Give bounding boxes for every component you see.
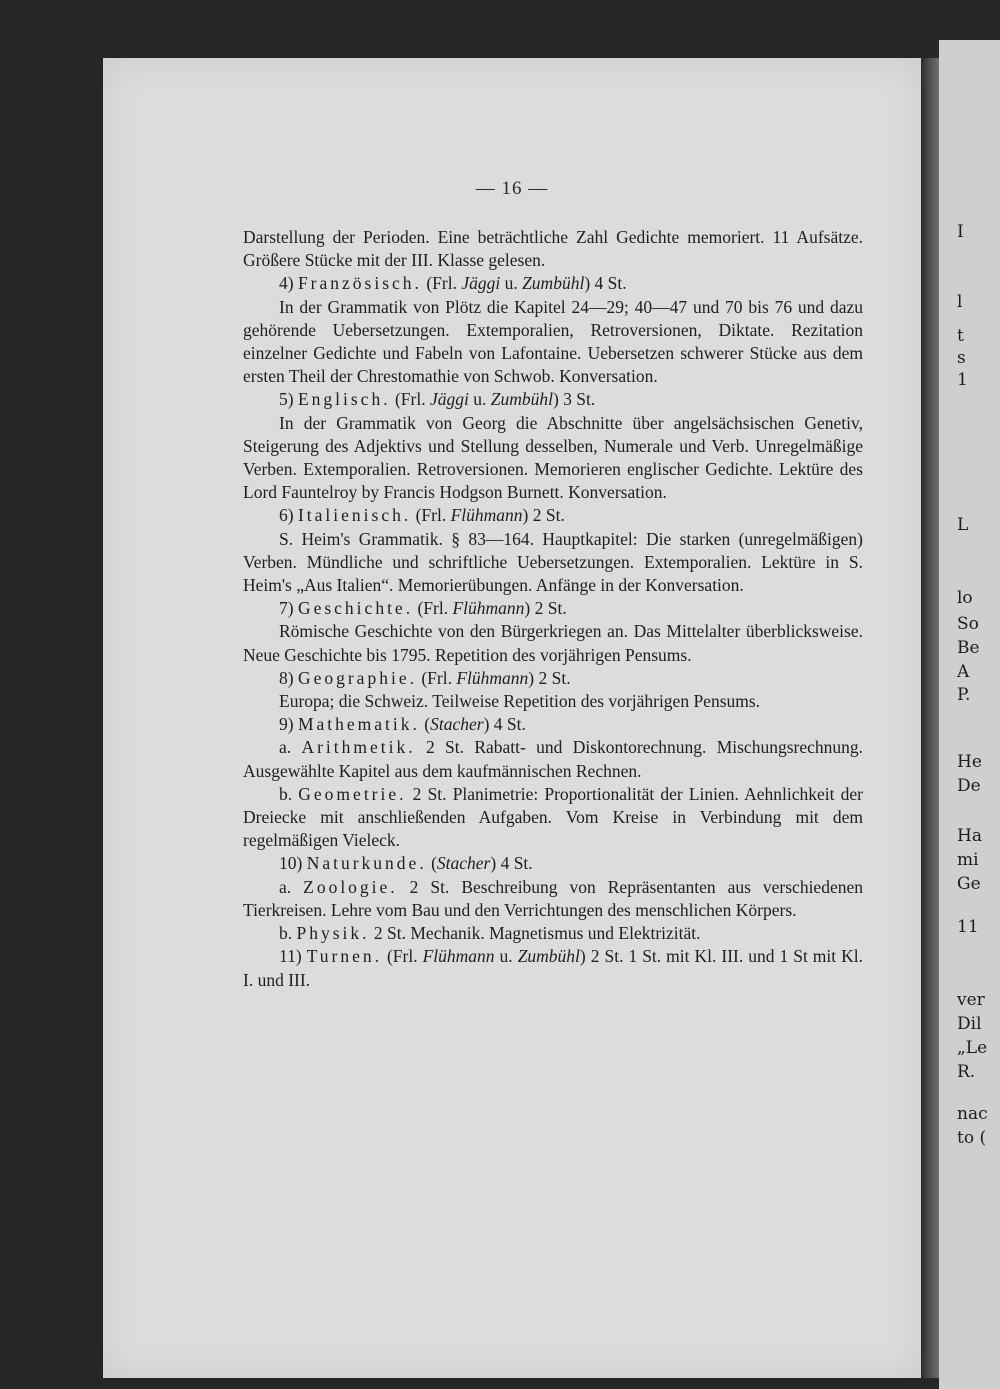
text-segment: In der Grammatik von Plötz die Kapitel 24—29; 40—47 und 70 bis 76 und dazu gehörende Uebersetzungen. Extemporalien, Retroversionen, Diktate. Rezitation einzelner Gedichte und Fabeln von Lafontaine. Uebersetzen schwerer Stücke aus dem ersten Theil der Chrestomathie von Schwob. Konversation. — [243, 296, 863, 387]
paragraph — [243, 713, 863, 736]
text-segment: 2 St. Rabatt- und Diskontorechnung. Mischungsrechnung. Ausgewählte Kapitel aus dem kaufmännischen Rechnen. — [243, 737, 863, 781]
adjacent-page-fragment: Be — [957, 638, 980, 658]
paragraph — [243, 945, 863, 991]
adjacent-page-fragment: 1 — [957, 370, 968, 390]
adjacent-page-fragment: mi — [957, 850, 979, 870]
paragraph — [243, 226, 863, 272]
paragraph — [243, 690, 863, 713]
text-segment: u. — [500, 273, 523, 294]
paragraph — [243, 667, 863, 690]
teacher-name: Stacher — [436, 853, 491, 874]
subject-heading: Geometrie. — [298, 783, 407, 804]
text-segment: ) 4 St. — [584, 273, 627, 294]
adjacent-page-fragment: A — [957, 662, 970, 682]
text-segment: ) 2 St. — [522, 505, 565, 526]
teacher-name: Stacher — [430, 714, 484, 735]
page-body — [243, 226, 863, 992]
adjacent-page-fragment: I — [957, 222, 964, 242]
text-segment: ) 2 St. — [528, 667, 571, 688]
paragraph — [243, 736, 863, 782]
adjacent-page-fragment: P. — [957, 685, 971, 705]
paragraph — [243, 412, 863, 505]
subject-heading: Mathematik. — [297, 714, 420, 735]
adjacent-page-fragment: Dil — [957, 1014, 982, 1034]
text-segment: ) 2 St. 1 St. mit Kl. III. und 1 St mit Kl. I. und III. — [243, 946, 864, 990]
teacher-name: Flühmann — [452, 598, 525, 619]
adjacent-page-fragment: De — [957, 776, 981, 796]
text-segment: ) 4 St. — [490, 853, 533, 874]
paragraph — [243, 783, 863, 853]
text-segment: (Frl. — [411, 505, 451, 526]
book-page — [103, 58, 921, 1378]
text-segment: ) 3 St. — [552, 389, 596, 410]
text-segment: b. — [279, 923, 297, 944]
paragraph — [243, 528, 863, 598]
text-segment: u. — [468, 389, 491, 410]
text-segment: In der Grammatik von Georg die Abschnitte über angelsächsischen Genetiv, Steigerung des Adjektivs und Stellung desselben, Numerale und Verb. Unregelmäßige Verben. Extemporalien. Retroversionen. Memorieren englischer Gedichte. Lektüre des Lord Fauntelroy by Francis Hodgson Burnett. Konversation. — [243, 412, 863, 503]
paragraph — [243, 922, 863, 945]
teacher-name: Jäggi — [429, 389, 469, 410]
paragraph — [243, 620, 863, 666]
text-segment: b. — [279, 783, 299, 804]
text-segment: u. — [494, 946, 518, 967]
text-segment: 7) — [279, 598, 298, 619]
text-segment: 8) — [279, 667, 298, 688]
teacher-name: Jäggi — [461, 273, 501, 294]
text-segment: a. — [279, 737, 302, 758]
text-segment: (Frl. — [416, 667, 457, 688]
page-number: — 16 — — [475, 178, 549, 199]
subject-heading: Italienisch. — [297, 505, 412, 526]
adjacent-page-fragment: lo — [957, 588, 973, 608]
text-segment: ) 4 St. — [483, 714, 526, 735]
text-segment: ( — [426, 853, 437, 874]
adjacent-page-fragment: He — [957, 752, 982, 772]
adjacent-page-fragment: Ha — [957, 826, 982, 846]
adjacent-page-fragment: s — [957, 348, 966, 368]
text-segment: ( — [419, 714, 431, 735]
text-segment: 2 St. Planimetrie: Proportionalität der Linien. Aehnlichkeit der Dreiecke mit anschließenden Aufgaben. Vom Kreise in Verbindung mit dem regelmäßigen Vieleck. — [243, 783, 863, 851]
paragraph — [243, 876, 863, 922]
text-segment: 11) — [279, 946, 307, 967]
subject-heading: Physik. — [296, 923, 370, 944]
text-segment: (Frl. — [413, 598, 453, 619]
text-segment: Römische Geschichte von den Bürgerkriegen an. Das Mittelalter überblicksweise. Neue Geschichte bis 1795. Repetition des vorjährigen Pensums. — [243, 621, 863, 665]
teacher-name: Flühmann — [456, 667, 529, 688]
adjacent-page-fragment: l — [957, 292, 963, 312]
adjacent-page — [939, 40, 1000, 1389]
paragraph — [243, 272, 863, 295]
adjacent-page-fragment: L — [957, 515, 969, 535]
text-segment: a. — [279, 876, 304, 897]
text-segment: 2 St. Beschreibung von Repräsentanten aus verschiedenen Tierkreisen. Lehre vom Bau und den Verrichtungen des menschlichen Körpers. — [243, 876, 863, 920]
adjacent-page-fragment: „Le — [957, 1038, 988, 1058]
subject-heading: Geschichte. — [297, 598, 414, 619]
paragraph — [243, 504, 863, 527]
teacher-name: Zumbühl — [522, 273, 585, 294]
subject-heading: Englisch. — [297, 389, 391, 410]
text-segment: (Frl. — [390, 389, 430, 410]
adjacent-page-fragment: t — [957, 326, 964, 346]
text-segment: 9) — [279, 714, 298, 735]
text-segment: 4) — [279, 273, 298, 294]
paragraph — [243, 852, 863, 875]
text-segment: 10) — [279, 853, 307, 874]
text-segment: (Frl. — [421, 273, 462, 294]
teacher-name: Zumbühl — [517, 946, 580, 967]
paragraph — [243, 597, 863, 620]
text-segment: 6) — [279, 505, 298, 526]
paragraph — [243, 296, 863, 389]
subject-heading: Französisch. — [297, 273, 422, 294]
adjacent-page-fragment: Ge — [957, 874, 981, 894]
teacher-name: Flühmann — [450, 505, 523, 526]
subject-heading: Arithmetik. — [301, 737, 416, 758]
adjacent-page-fragment: nac — [957, 1104, 988, 1124]
text-segment: Europa; die Schweiz. Teilweise Repetition des vorjährigen Pensums. — [279, 691, 761, 712]
text-segment: S. Heim's Grammatik. § 83—164. Hauptkapitel: Die starken (unregelmäßigen) Verben. Mündliche und schriftliche Uebersetzungen. Extemporalien. Lektüre in S. Heim's „Aus Italien“. Memorierübungen. Anfänge in der Konversation. — [243, 528, 863, 596]
text-segment: ) 2 St. — [524, 598, 567, 619]
subject-heading: Naturkunde. — [306, 853, 427, 874]
subject-heading: Zoologie. — [303, 876, 398, 897]
text-segment: Darstellung der Perioden. Eine beträchtliche Zahl Gedichte memoriert. 11 Aufsätze. Größere Stücke mit der III. Klasse gelesen. — [243, 227, 863, 271]
text-segment: 5) — [279, 389, 298, 410]
adjacent-page-fragment: 11 — [957, 917, 979, 937]
paragraph — [243, 388, 863, 411]
text-segment: 2 St. Mechanik. Magnetismus und Elektrizität. — [369, 923, 701, 944]
book-gutter — [921, 58, 939, 1378]
subject-heading: Turnen. — [306, 946, 382, 967]
adjacent-page-fragment: R. — [957, 1062, 976, 1082]
adjacent-page-fragment: ver — [957, 990, 985, 1010]
teacher-name: Flühmann — [422, 946, 495, 967]
adjacent-page-fragment: to ( — [957, 1128, 987, 1148]
subject-heading: Geographie. — [297, 667, 417, 688]
text-segment: (Frl. — [381, 946, 423, 967]
adjacent-page-fragment: So — [957, 614, 979, 634]
teacher-name: Zumbühl — [490, 389, 553, 410]
